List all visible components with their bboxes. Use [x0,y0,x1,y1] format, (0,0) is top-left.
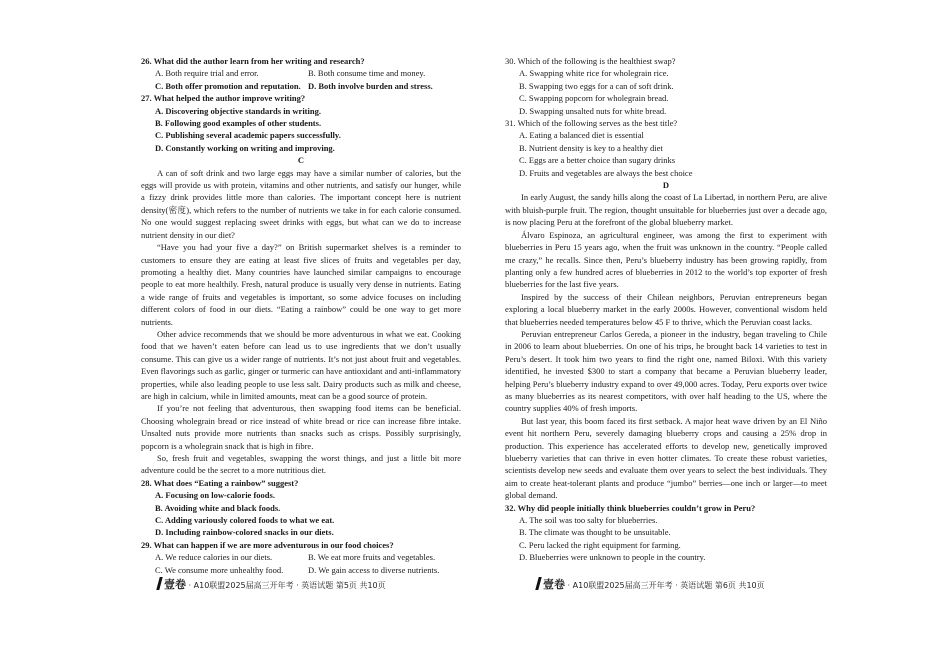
option-a: A. We reduce calories in our diets. [155,552,273,563]
option-a: A. Focusing on low-calorie foods. [155,490,275,501]
question-30 [505,55,827,117]
passage-paragraph: Other advice recommends that we should be more adventurous in what we eat. Cooking food that we haven’t eaten before can lead us to use ingredients that we don’t usually consume. This can give us a wider range of nutrients. It’s not just about fruit and vegetables. Even flavorings such as garlic, ginger or turmeric can have antioxidant and anti-inflammatory properties, while also leading people to use less salt. Dairy products such as milk and cheese, are high in calcium, while in limited amounts, meat can be a good source of protein. [141,328,461,401]
option-c: C. Adding variously colored foods to what we eat. [155,515,335,526]
option-b: B. Avoiding white and black foods. [155,502,281,513]
passage-paragraph: Inspired by the success of their Chilean neighbors, Peruvian entrepreneurs began exploring a local blueberry market in the early 2000s. However, conventional wisdom held that blueberries needed temperatures below 45 F to thrive, which the Peruvian coast lacks. [505,291,827,327]
passage-paragraph: “Have you had your five a day?” on British supermarket shelves is a reminder to customers to ensure they are eating at least five slices of fruits and vegetables per day, promoting a healthy diet. Many countries have launched similar campaigns to encourage people to eat more healthily. Fresh, natural produce is usually very dense in nutrients. Eating a wide range of fruits and vegetables is important, so some advice focuses on including different colors of food in our diets. “Eating a rainbow” could be one way to get more nutrients. [141,242,461,327]
page-footer [158,577,386,592]
question-stem: 31. Which of the following serves as the best title? [505,118,678,129]
question-28 [141,477,461,539]
option-b: B. We eat more fruits and vegetables. [308,552,436,563]
option-d: D. We gain access to diverse nutrients. [308,564,440,575]
passage-paragraph: Álvaro Espinoza, an agricultural engineer, was among the first to experiment with blueberries in Peru 15 years ago, when the fruit was unknown in the country. “People called me crazy,” he recalls. Since then, Peru’s blueberry industry has been growing rapidly, from planting only a few hundred acres of blueberries in 2012 to the world’s top exporter of fresh blueberries for the last five years. [505,229,827,290]
option-b: B. Following good examples of other students. [155,118,322,129]
option-row [141,564,461,576]
left-column [141,55,461,576]
option-d: D. Swapping unsalted nuts for white bread. [519,105,667,116]
passage-paragraph: If you’re not feeling that adventurous, then swapping food items can be beneficial. Choosing wholegrain bread or rice instead of white bread or rice can increase fibre intake. Unsalted nuts provide more nutrients than snacks such as crisps. Possibly surprisingly, popcorn is a wholegrain snack that is high in fibre. [141,403,461,451]
section-heading-d: D [662,180,670,191]
option-b: B. Nutrient density is key to a healthy diet [519,142,663,153]
passage-paragraph: So, fresh fruit and vegetables, swapping the worst things, and just a little bit more adventure could be the secret to a more nutritious diet. [141,453,461,476]
footer-text: · A10联盟2025届高三开年考 · 英语试题 第6页 共10页 [567,581,765,590]
option-row [141,551,461,563]
question-stem: 29. What can happen if we are more adventurous in our food choices? [141,539,394,550]
passage-paragraph: Peruvian entrepreneur Carlos Gereda, a pioneer in the industry, began traveling to Chile in 2006 to learn about blueberries. On one of his trips, he brought back 14 varieties to test in Peru’s desert. It took him two years to find the right one, named Biloxi. With this variety identified, he invested $300 to start a company that became a Peruvian blueberry leader, helping Peru’s blueberry industry expand to over 49,000 acres. Today, Peru exports over twice as many blueberries as its nearest competitors, with over half heading to the US, where the country supplies 40% of fresh imports. [505,328,827,414]
option-c: C. Peru lacked the right equipment for farming. [519,539,681,550]
option-row [141,67,461,79]
option-d: D. Both involve burden and stress. [308,80,433,91]
question-stem: 26. What did the author learn from her writing and research? [141,56,365,66]
option-d: D. Fruits and vegetables are always the best choice [519,167,693,178]
option-a: A. Both require trial and error. [155,68,259,79]
option-row [141,80,461,92]
brand-name: 壹卷 [164,578,186,591]
passage-paragraph: In early August, the sandy hills along the coast of La Libertad, in northern Peru, are alive with bluish-purple fruit. The region, thought unsuitable for blueberries just over a decade ago, is now placing Peru at the forefront of the global blueberry market. [505,192,827,228]
option-d: D. Blueberries were unknown to people in the country. [519,552,706,563]
footer-text: · A10联盟2025届高三开年考 · 英语试题 第5页 共10页 [188,581,386,590]
question-29 [141,539,461,576]
option-a: A. The soil was too salty for blueberries. [519,515,658,526]
option-d: D. Including rainbow-colored snacks in our diets. [155,527,334,538]
section-heading-c: C [297,155,305,166]
right-column [505,55,827,564]
question-stem: 27. What helped the author improve writing? [141,93,306,104]
page-footer [537,577,765,592]
option-c: C. We consume more unhealthy food. [155,564,284,575]
option-a: A. Eating a balanced diet is essential [519,130,644,141]
option-d: D. Constantly working on writing and improving. [155,142,335,153]
question-stem: 30. Which of the following is the healthiest swap? [505,56,676,66]
passage-paragraph: A can of soft drink and two large eggs may have a similar number of calories, but the eggs will provide us with protein, vitamins and other nutrients, and satisfy our hunger, while a fizzy drink provides little more than calories. The important concept here is nutrient density(密度), which refers to the number of nutrients we take in for each calorie consumed. No one would suggest replacing sweet drinks with eggs, but what can we do to increase nutrient density in our diet? [141,167,461,240]
brand-name: 壹卷 [543,578,565,591]
brand-logo-icon [535,577,541,590]
option-c: C. Publishing several academic papers successfully. [155,130,341,141]
option-a: A. Discovering objective standards in writing. [155,105,321,116]
question-27 [141,92,461,154]
passage-paragraph: But last year, this boom faced its first setback. A major heat wave driven by an El Niño event hit northern Peru, severely damaging blueberry crops and causing a 25% drop in production. This experience has accelerated efforts to develop new, genetically improved blueberry varieties that can thrive in even hotter climates. To create these robust varieties, scientists develop new seeds and evaluate them over years to select the best individuals. They aim to create heat-tolerant plants and produce “jumbo” berries—one inch or larger—to meet global demand. [505,415,827,501]
question-32 [505,502,827,564]
page-right [475,0,950,646]
question-26 [141,55,461,92]
question-stem: 32. Why did people initially think blueberries couldn’t grow in Peru? [505,502,756,513]
option-c: C. Eggs are a better choice than sugary drinks [519,155,676,166]
option-c: C. Both offer promotion and reputation. [155,80,301,91]
brand-logo-icon [156,577,162,590]
option-b: B. Swapping two eggs for a can of soft drink. [519,80,674,91]
question-stem: 28. What does “Eating a rainbow” suggest? [141,477,299,488]
option-b: B. The climate was thought to be unsuitable. [519,527,671,538]
option-b: B. Both consume time and money. [308,68,426,79]
option-c: C. Swapping popcorn for wholegrain bread. [519,93,669,104]
question-31 [505,117,827,179]
option-a: A. Swapping white rice for wholegrain rice. [519,68,669,79]
